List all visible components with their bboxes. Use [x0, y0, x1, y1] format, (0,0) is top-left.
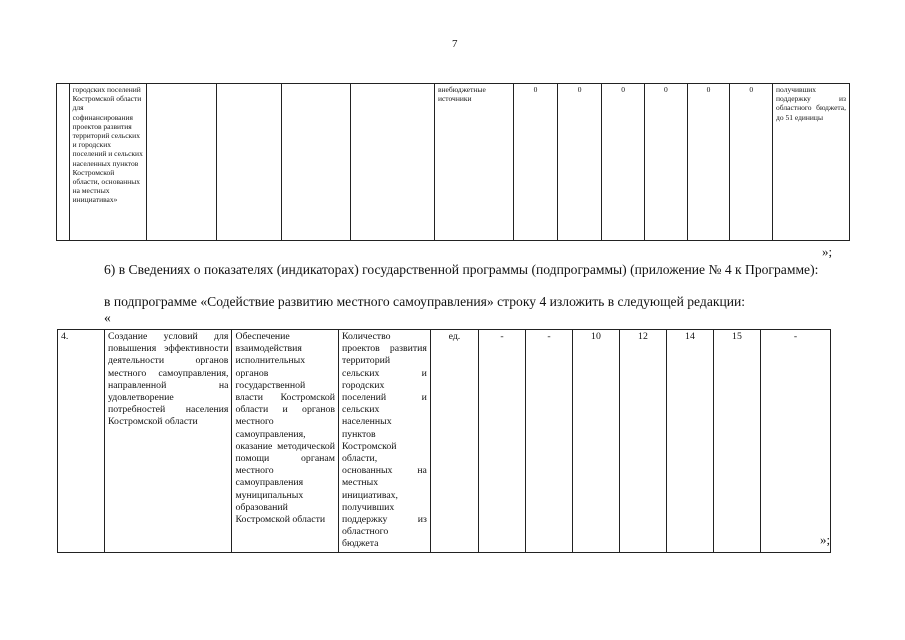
cell-empty	[217, 84, 282, 241]
cell-event-name: городских поселений Костромской области для софинансирования проектов развития территорий сельских и городских поселений и сельских населенных пунктов Костромской области, основанных на местных инициативах»	[69, 84, 146, 241]
opening-quote: «	[104, 310, 111, 325]
cell-value: 0	[645, 84, 688, 241]
page-number: 7	[452, 38, 458, 50]
table-row	[58, 330, 831, 553]
paragraph-item-6: 6) в Сведениях о показателях (индикаторах) государственной программы (подпрограммы) (приложение № 4 к Программе):	[104, 262, 819, 277]
cell-empty	[57, 84, 70, 241]
cell-value: -	[525, 330, 572, 553]
cell-empty	[146, 84, 216, 241]
cell-value: -	[478, 330, 525, 553]
cell-value: 0	[514, 84, 558, 241]
cell-empty	[282, 84, 351, 241]
paragraph-subprogram: в подпрограмме «Содействие развитию местного самоуправления» строку 4 изложить в следующей редакции:	[104, 294, 746, 309]
cell-task: Обеспечение взаимодействия исполнительных органов государственной власти Костромской области и органов местного самоуправления, оказание методической помощи органам местного самоуправления муниципальных образований Костромской области	[232, 330, 339, 553]
cell-value: 0	[557, 84, 602, 241]
cell-value: 0	[687, 84, 730, 241]
cell-unit: ед.	[430, 330, 478, 553]
cell-value: 14	[666, 330, 713, 553]
closing-quote: »;	[822, 244, 833, 259]
cell-funding-source: внебюджетные источники	[434, 84, 513, 241]
table-continuation	[56, 83, 850, 241]
cell-value: 12	[619, 330, 666, 553]
cell-result: получивших поддержку из областного бюджета, до 51 единицы	[773, 84, 850, 241]
cell-value: 0	[602, 84, 645, 241]
table-row	[57, 84, 850, 241]
cell-value: 15	[713, 330, 760, 553]
cell-goal: Создание условий для повышения эффективности деятельности органов местного самоуправления, направленной на удовлетворение потребностей населения Костромской области	[105, 330, 232, 553]
cell-value: 10	[572, 330, 619, 553]
closing-quote: »;	[820, 532, 831, 547]
cell-value: 0	[730, 84, 773, 241]
cell-row-number: 4.	[58, 330, 105, 553]
table-indicator-row	[57, 329, 831, 553]
cell-value: -	[760, 330, 830, 553]
cell-empty	[350, 84, 434, 241]
cell-indicator: Количество проектов развития территорий сельских и городских поселений и сельских населенных пунктов Костромской области, основанных на местных инициативах, получивших поддержку из областного бюджета	[338, 330, 430, 553]
